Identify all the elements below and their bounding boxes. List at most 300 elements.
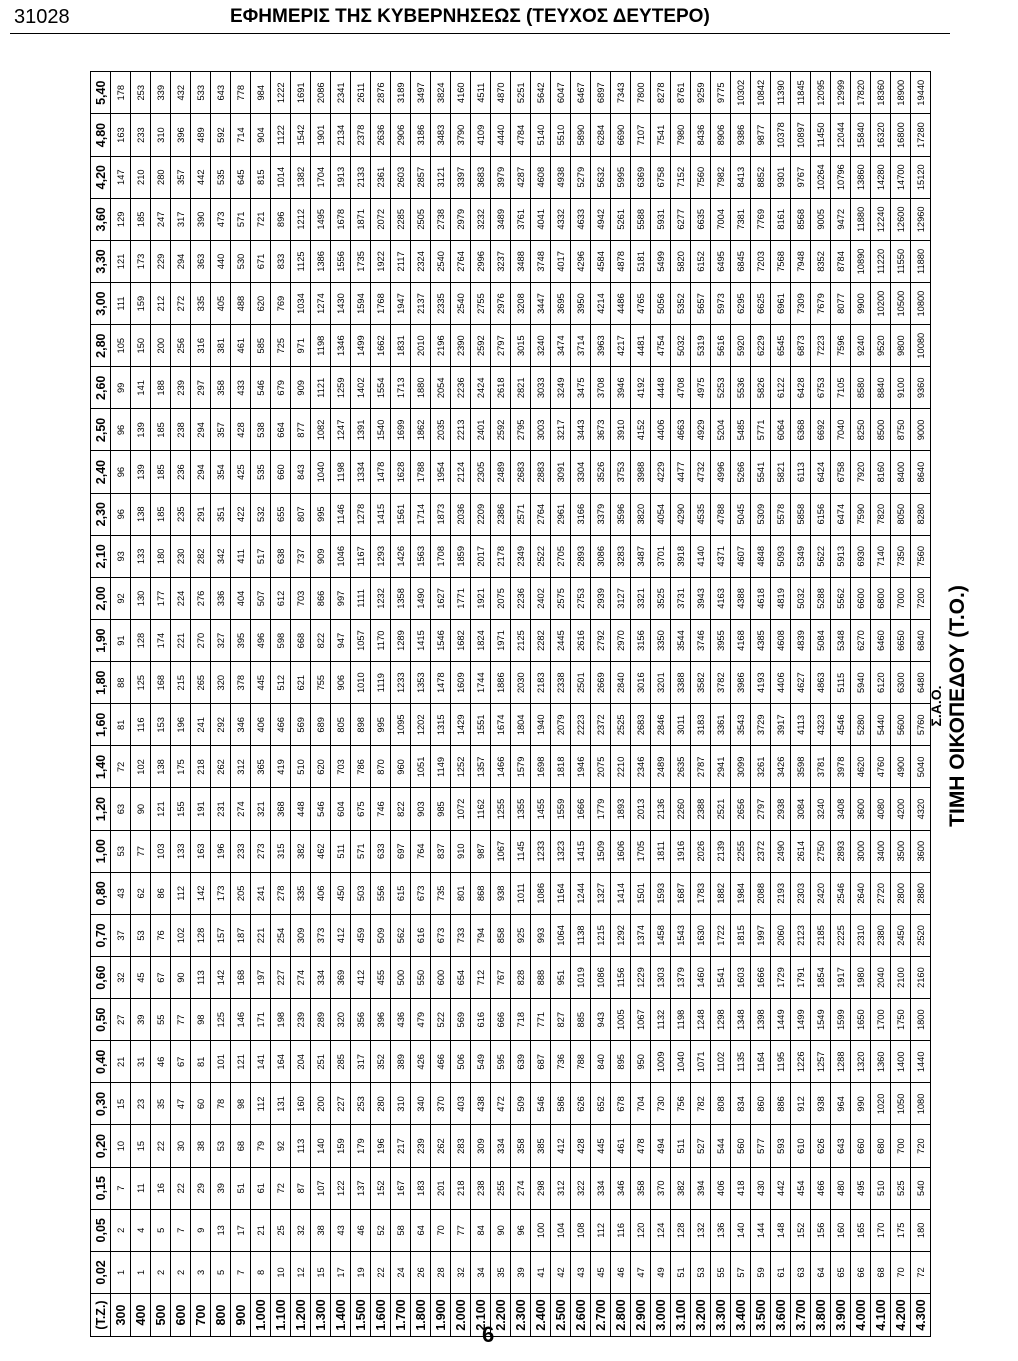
- table-cell: 96: [111, 493, 131, 535]
- table-row: [751, 72, 771, 1337]
- table-row: [211, 72, 231, 1337]
- table-cell: 4140: [691, 535, 711, 577]
- table-cell: 406: [711, 1167, 731, 1209]
- table-cell: 197: [251, 957, 271, 999]
- table-cell: 273: [251, 830, 271, 872]
- table-cell: 9259: [691, 72, 711, 115]
- row-label: 800: [211, 1294, 231, 1337]
- column-header: 2,50: [91, 409, 111, 451]
- table-cell: 239: [291, 999, 311, 1041]
- table-cell: 1922: [371, 240, 391, 282]
- table-cell: 185: [131, 198, 151, 240]
- table-cell: 660: [851, 1125, 871, 1167]
- table-cell: 1229: [631, 957, 651, 999]
- table-cell: 1288: [831, 1041, 851, 1083]
- table-cell: 1788: [411, 451, 431, 493]
- table-cell: 1011: [511, 872, 531, 914]
- table-cell: 136: [711, 1209, 731, 1251]
- column-header: 2,80: [91, 325, 111, 367]
- table-cell: 512: [271, 662, 291, 704]
- table-cell: 53: [691, 1251, 711, 1293]
- table-cell: 947: [331, 620, 351, 662]
- table-cell: 1815: [731, 914, 751, 956]
- table-cell: 10842: [751, 72, 771, 115]
- table-cell: 3753: [611, 451, 631, 493]
- table-cell: 4163: [711, 577, 731, 619]
- table-cell: 960: [391, 746, 411, 788]
- table-cell: 1429: [451, 704, 471, 746]
- table-cell: 858: [491, 914, 511, 956]
- table-cell: 2592: [471, 325, 491, 367]
- table-cell: 7040: [831, 409, 851, 451]
- table-cell: 1198: [671, 999, 691, 1041]
- table-cell: 432: [171, 72, 191, 115]
- table-cell: 2072: [371, 198, 391, 240]
- table-cell: 2611: [351, 72, 371, 115]
- table-cell: 15: [111, 1083, 131, 1125]
- table-cell: 3746: [691, 620, 711, 662]
- table-cell: 788: [571, 1041, 591, 1083]
- table-cell: 4041: [531, 198, 551, 240]
- table-cell: 2225: [831, 914, 851, 956]
- table-cell: 170: [871, 1209, 891, 1251]
- table-cell: 898: [351, 704, 371, 746]
- table-cell: 5045: [731, 493, 751, 535]
- table-cell: 522: [431, 999, 451, 1041]
- table-cell: 687: [531, 1041, 551, 1083]
- table-cell: 544: [711, 1125, 731, 1167]
- table-cell: 2075: [491, 577, 511, 619]
- table-cell: 712: [471, 957, 491, 999]
- table-cell: 7309: [791, 283, 811, 325]
- table-cell: 718: [511, 999, 531, 1041]
- table-cell: 144: [751, 1209, 771, 1251]
- table-cell: 2669: [591, 662, 611, 704]
- table-cell: 357: [211, 409, 231, 451]
- table-cell: 2489: [491, 451, 511, 493]
- table-cell: 53: [211, 1125, 231, 1167]
- table-cell: 2079: [551, 704, 571, 746]
- table-cell: 298: [531, 1167, 551, 1209]
- table-cell: 4388: [731, 577, 751, 619]
- table-cell: 3240: [531, 325, 551, 367]
- table-cell: 16: [151, 1167, 171, 1209]
- table-cell: 2137: [411, 283, 431, 325]
- table-cell: 174: [151, 620, 171, 662]
- table-cell: 473: [211, 198, 231, 240]
- table-cell: 6369: [631, 156, 651, 198]
- table-cell: 22: [171, 1167, 191, 1209]
- table-cell: 32: [291, 1209, 311, 1251]
- table-row: [811, 72, 831, 1337]
- table-cell: 866: [311, 577, 331, 619]
- table-cell: 1854: [811, 957, 831, 999]
- table-cell: 1593: [651, 872, 671, 914]
- header-rule: [10, 33, 950, 34]
- table-cell: 111: [111, 283, 131, 325]
- table-cell: 3543: [731, 704, 751, 746]
- table-cell: 8640: [911, 451, 931, 493]
- table-cell: 274: [511, 1167, 531, 1209]
- table-cell: 428: [231, 409, 251, 451]
- table-cell: 315: [271, 830, 291, 872]
- table-cell: 4320: [911, 788, 931, 830]
- table-cell: 59: [751, 1251, 771, 1293]
- table-cell: 312: [231, 746, 251, 788]
- table-cell: 3474: [551, 325, 571, 367]
- table-cell: 86: [151, 872, 171, 914]
- table-cell: 943: [591, 999, 611, 1041]
- table-cell: 32: [111, 957, 131, 999]
- table-cell: 1460: [691, 957, 711, 999]
- table-cell: 896: [271, 198, 291, 240]
- table-cell: 616: [411, 914, 431, 956]
- table-cell: 139: [131, 409, 151, 451]
- table-cell: 9386: [731, 114, 751, 156]
- table-cell: 834: [731, 1083, 751, 1125]
- table-cell: 2603: [391, 156, 411, 198]
- table-cell: 1666: [571, 788, 591, 830]
- table-cell: 1630: [691, 914, 711, 956]
- table-cell: 113: [291, 1125, 311, 1167]
- table-cell: 282: [191, 535, 211, 577]
- table-cell: 2285: [391, 198, 411, 240]
- table-cell: 4152: [631, 409, 651, 451]
- table-cell: 5890: [571, 114, 591, 156]
- table-cell: 652: [591, 1083, 611, 1125]
- table-cell: 5642: [531, 72, 551, 115]
- table-row: [871, 72, 891, 1337]
- table-cell: 3946: [611, 367, 631, 409]
- table-cell: 2017: [471, 535, 491, 577]
- table-cell: 8160: [871, 451, 891, 493]
- table-cell: 1824: [471, 620, 491, 662]
- table-cell: 6873: [791, 325, 811, 367]
- table-cell: 1414: [611, 872, 631, 914]
- table-cell: 3408: [831, 788, 851, 830]
- table-cell: 1556: [331, 240, 351, 282]
- table-cell: 8761: [671, 72, 691, 115]
- table-cell: 805: [331, 704, 351, 746]
- column-header: 0,05: [91, 1209, 111, 1251]
- table-cell: 270: [191, 620, 211, 662]
- table-cell: 394: [691, 1167, 711, 1209]
- table-cell: 1067: [631, 999, 651, 1041]
- table-cell: 3003: [531, 409, 551, 451]
- table-cell: 2401: [471, 409, 491, 451]
- table-cell: 63: [111, 788, 131, 830]
- table-cell: 720: [911, 1125, 931, 1167]
- table-cell: 278: [271, 872, 291, 914]
- table-cell: 316: [191, 325, 211, 367]
- table-cell: 98: [231, 1083, 251, 1125]
- row-label: 1.700: [391, 1294, 411, 1337]
- table-cell: 121: [151, 788, 171, 830]
- table-cell: 58: [391, 1209, 411, 1251]
- table-cell: 1164: [551, 872, 571, 914]
- table-cell: 448: [291, 788, 311, 830]
- table-cell: 8161: [771, 198, 791, 240]
- table-cell: 2445: [551, 620, 571, 662]
- table-cell: 72: [271, 1167, 291, 1209]
- table-cell: 1046: [331, 535, 351, 577]
- table-cell: 7: [231, 1251, 251, 1293]
- row-label: 3.600: [771, 1294, 791, 1337]
- table-cell: 1599: [831, 999, 851, 1041]
- table-cell: 9: [191, 1209, 211, 1251]
- table-cell: 3918: [671, 535, 691, 577]
- table-cell: 2136: [651, 788, 671, 830]
- table-cell: 6930: [851, 535, 871, 577]
- table-cell: 645: [231, 156, 251, 198]
- table-cell: 139: [131, 451, 151, 493]
- table-cell: 16800: [891, 114, 911, 156]
- table-cell: 532: [251, 493, 271, 535]
- table-cell: 67: [171, 1041, 191, 1083]
- table-cell: 995: [311, 493, 331, 535]
- table-cell: 35: [151, 1083, 171, 1125]
- table-cell: 4708: [671, 367, 691, 409]
- table-row: [651, 72, 671, 1337]
- row-label: 900: [231, 1294, 251, 1337]
- table-cell: 370: [431, 1083, 451, 1125]
- table-cell: 72: [111, 746, 131, 788]
- table-cell: 1691: [291, 72, 311, 115]
- table-cell: 3447: [531, 283, 551, 325]
- table-cell: 18900: [891, 72, 911, 115]
- table-cell: 1818: [551, 746, 571, 788]
- table-cell: 3729: [751, 704, 771, 746]
- table-cell: 10800: [911, 283, 931, 325]
- row-label: 300: [111, 1294, 131, 1337]
- table-cell: 5032: [671, 325, 691, 367]
- table-cell: 140: [311, 1125, 331, 1167]
- table-cell: 2424: [471, 367, 491, 409]
- table-cell: 4584: [591, 240, 611, 282]
- table-cell: 3526: [591, 451, 611, 493]
- table-cell: 466: [271, 704, 291, 746]
- table-cell: 382: [291, 830, 311, 872]
- table-cell: 7679: [811, 283, 831, 325]
- table-cell: 2755: [471, 283, 491, 325]
- table-cell: 2160: [911, 957, 931, 999]
- table-cell: 990: [851, 1083, 871, 1125]
- table-cell: 704: [631, 1083, 651, 1125]
- table-cell: 173: [131, 240, 151, 282]
- table-cell: 10796: [831, 156, 851, 198]
- table-cell: 88: [111, 662, 131, 704]
- table-cell: 778: [231, 72, 251, 115]
- table-cell: 6635: [691, 198, 711, 240]
- row-label: 4.200: [891, 1294, 911, 1337]
- table-cell: 1543: [671, 914, 691, 956]
- table-cell: 1563: [411, 535, 431, 577]
- table-cell: 3232: [471, 198, 491, 240]
- table-cell: 3598: [791, 746, 811, 788]
- table-cell: 352: [371, 1041, 391, 1083]
- table-cell: 3217: [551, 409, 571, 451]
- table-cell: 55: [711, 1251, 731, 1293]
- table-cell: 2386: [491, 493, 511, 535]
- table-cell: 51: [671, 1251, 691, 1293]
- table-cell: 38: [311, 1209, 331, 1251]
- table-cell: 2795: [511, 409, 531, 451]
- table-cell: 2976: [491, 283, 511, 325]
- table-cell: 910: [451, 830, 471, 872]
- table-cell: 2614: [791, 830, 811, 872]
- table-cell: 224: [171, 577, 191, 619]
- table-cell: 4080: [871, 788, 891, 830]
- table-cell: 3500: [891, 830, 911, 872]
- table-cell: 586: [551, 1083, 571, 1125]
- table-cell: 2223: [571, 704, 591, 746]
- table-cell: 9767: [791, 156, 811, 198]
- table-cell: 198: [271, 999, 291, 1041]
- table-cell: 370: [651, 1167, 671, 1209]
- table-cell: 1800: [911, 999, 931, 1041]
- table-cell: 61: [251, 1167, 271, 1209]
- table-cell: 1714: [411, 493, 431, 535]
- table-cell: 227: [271, 957, 291, 999]
- table-cell: 6368: [791, 409, 811, 451]
- table-cell: 489: [191, 114, 211, 156]
- table-cell: 177: [151, 577, 171, 619]
- table-cell: 1040: [311, 451, 331, 493]
- table-cell: 2846: [651, 704, 671, 746]
- table-cell: 1212: [291, 198, 311, 240]
- table-cell: 2420: [811, 872, 831, 914]
- table-cell: 2941: [711, 746, 731, 788]
- table-cell: 221: [171, 620, 191, 662]
- table-cell: 462: [311, 830, 331, 872]
- table-cell: 5931: [651, 198, 671, 240]
- table-cell: 10500: [891, 283, 911, 325]
- table-cell: 168: [151, 662, 171, 704]
- table-cell: 5858: [791, 493, 811, 535]
- table-cell: 368: [271, 788, 291, 830]
- row-label: 3.400: [731, 1294, 751, 1337]
- table-cell: 18360: [871, 72, 891, 115]
- price-table: [90, 71, 931, 1337]
- table-cell: 1674: [491, 704, 511, 746]
- table-cell: 2489: [651, 746, 671, 788]
- table-cell: 12: [291, 1251, 311, 1293]
- table-cell: 6229: [751, 325, 771, 367]
- table-cell: 4633: [571, 198, 591, 240]
- table-cell: 43: [331, 1209, 351, 1251]
- table-cell: 157: [211, 914, 231, 956]
- table-cell: 204: [291, 1041, 311, 1083]
- table-row: [291, 72, 311, 1337]
- table-cell: 1010: [351, 662, 371, 704]
- table-cell: 8250: [851, 409, 871, 451]
- table-cell: 2521: [711, 788, 731, 830]
- table-cell: 3121: [431, 156, 451, 198]
- table-cell: 142: [211, 957, 231, 999]
- table-cell: 1980: [851, 957, 871, 999]
- table-cell: 1244: [571, 872, 591, 914]
- table-cell: 1222: [271, 72, 291, 115]
- table-cell: 42: [551, 1251, 571, 1293]
- table-cell: 163: [111, 114, 131, 156]
- table-cell: 7381: [731, 198, 751, 240]
- table-cell: 175: [891, 1209, 911, 1251]
- table-cell: 61: [771, 1251, 791, 1293]
- table-cell: 1162: [471, 788, 491, 830]
- table-cell: 843: [291, 451, 311, 493]
- table-cell: 2213: [451, 409, 471, 451]
- row-label: 2.200: [491, 1294, 511, 1337]
- table-cell: 2764: [531, 493, 551, 535]
- table-cell: 124: [651, 1209, 671, 1251]
- table-cell: 3600: [911, 830, 931, 872]
- table-cell: 138: [151, 746, 171, 788]
- table-cell: 1579: [511, 746, 531, 788]
- table-cell: 45: [131, 957, 151, 999]
- table-cell: 450: [331, 872, 351, 914]
- table-cell: 9000: [911, 409, 931, 451]
- table-cell: 746: [371, 788, 391, 830]
- table-cell: 4535: [691, 493, 711, 535]
- table-cell: 2030: [511, 662, 531, 704]
- table-cell: 703: [331, 746, 351, 788]
- table-cell: 909: [291, 367, 311, 409]
- table-cell: 49: [651, 1251, 671, 1293]
- table-cell: 794: [471, 914, 491, 956]
- table-cell: 5266: [731, 451, 751, 493]
- table-cell: 406: [251, 704, 271, 746]
- table-cell: 7152: [671, 156, 691, 198]
- table-cell: 801: [451, 872, 471, 914]
- table-cell: 22: [151, 1125, 171, 1167]
- table-row: [451, 72, 471, 1337]
- table-cell: 180: [911, 1209, 931, 1251]
- table-cell: 643: [831, 1125, 851, 1167]
- table-cell: 334: [491, 1125, 511, 1167]
- table-cell: 90: [131, 788, 151, 830]
- table-cell: 2372: [751, 830, 771, 872]
- table-cell: 5352: [671, 283, 691, 325]
- table-cell: 509: [511, 1083, 531, 1125]
- table-cell: 1859: [451, 535, 471, 577]
- table-cell: 673: [431, 914, 451, 956]
- table-cell: 93: [111, 535, 131, 577]
- table-cell: 1735: [351, 240, 371, 282]
- table-cell: 10378: [771, 114, 791, 156]
- table-cell: 1348: [731, 999, 751, 1041]
- table-cell: 440: [211, 240, 231, 282]
- table-cell: 3: [191, 1251, 211, 1293]
- table-cell: 655: [271, 493, 291, 535]
- row-label: 2.500: [551, 1294, 571, 1337]
- column-header: 2,00: [91, 577, 111, 619]
- table-cell: 5510: [551, 114, 571, 156]
- row-label: 2.300: [511, 1294, 531, 1337]
- table-cell: 2800: [891, 872, 911, 914]
- table-cell: 320: [211, 662, 231, 704]
- table-cell: 459: [351, 914, 371, 956]
- table-cell: 12044: [831, 114, 851, 156]
- table-cell: 525: [891, 1167, 911, 1209]
- table-cell: 356: [351, 999, 371, 1041]
- table-cell: 21: [111, 1041, 131, 1083]
- table-cell: 703: [291, 577, 311, 619]
- table-cell: 31: [131, 1041, 151, 1083]
- table-cell: 2520: [911, 914, 931, 956]
- table-cell: 2792: [591, 620, 611, 662]
- table-cell: 6600: [851, 577, 871, 619]
- table-cell: 2060: [771, 914, 791, 956]
